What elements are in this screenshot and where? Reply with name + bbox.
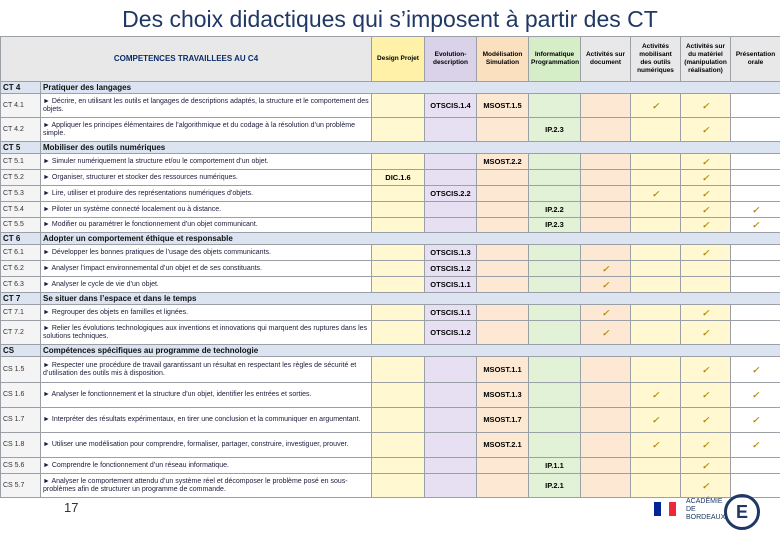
mark-cell	[731, 321, 780, 345]
header-col-materiel: Activités sur du matériel (manipulation réalisation)	[681, 37, 731, 82]
row-code: CS 1.8	[1, 433, 41, 458]
cell-modelisation	[477, 474, 529, 498]
row-code: CS 1.6	[1, 383, 41, 408]
mark-cell	[631, 408, 681, 433]
cell-evolution	[425, 118, 477, 142]
check-mark-icon: ✓	[651, 440, 660, 450]
cell-evolution	[425, 170, 477, 186]
mark-cell	[731, 408, 780, 433]
mark-cell	[731, 245, 780, 261]
cell-modelisation	[477, 321, 529, 345]
cell-informatique	[529, 277, 581, 293]
check-mark-icon: ✓	[601, 327, 610, 338]
mark-cell	[581, 218, 631, 233]
cell-modelisation	[477, 277, 529, 293]
mark-cell	[731, 170, 780, 186]
cell-informatique: IP.2.3	[529, 118, 581, 142]
table-row	[1, 202, 780, 218]
cell-design	[372, 94, 425, 118]
mark-cell	[681, 118, 731, 142]
check-mark-icon: ✓	[701, 188, 710, 199]
section-label: Pratiquer des langages	[41, 82, 780, 94]
mark-cell	[631, 305, 681, 321]
mark-cell	[681, 202, 731, 218]
competences-table	[0, 36, 780, 498]
mark-cell	[631, 383, 681, 408]
row-code: CT 5.2	[1, 170, 41, 186]
header-col-informatique: Informatique Programmation	[529, 37, 581, 82]
cell-evolution: OTSCIS.1.2	[425, 261, 477, 277]
check-mark-icon: ✓	[601, 263, 610, 274]
mark-cell	[631, 170, 681, 186]
check-mark-icon: ✓	[701, 390, 710, 400]
mark-cell	[681, 245, 731, 261]
table-row	[1, 433, 780, 458]
mark-cell	[581, 154, 631, 170]
cell-design: DIC.1.6	[372, 170, 425, 186]
row-description: ► Analyser l’impact environnemental d’un objet et de ses constituants.	[41, 261, 372, 277]
education-e-icon: E	[724, 494, 760, 530]
cell-design	[372, 202, 425, 218]
cell-evolution: OTSCIS.1.1	[425, 305, 477, 321]
check-mark-icon: ✓	[701, 172, 710, 183]
section-label: Mobiliser des outils numériques	[41, 142, 780, 154]
mark-cell	[581, 245, 631, 261]
mark-cell	[731, 118, 780, 142]
check-mark-icon: ✓	[601, 279, 610, 290]
row-code: CT 4.1	[1, 94, 41, 118]
check-mark-icon: ✓	[701, 480, 710, 491]
cell-design	[372, 186, 425, 202]
mark-cell	[581, 458, 631, 474]
cell-informatique: IP.1.1	[529, 458, 581, 474]
cell-informatique	[529, 305, 581, 321]
cell-evolution: OTSCIS.1.1	[425, 277, 477, 293]
cell-evolution: OTSCIS.1.4	[425, 94, 477, 118]
cell-evolution	[425, 357, 477, 383]
check-mark-icon: ✓	[651, 100, 660, 111]
check-mark-icon: ✓	[751, 390, 760, 400]
row-description: ► Appliquer les principes élémentaires de l’algorithmique et du codage à la résolution d’un problème simple.	[41, 118, 372, 142]
mark-cell	[681, 357, 731, 383]
cell-modelisation: MSOST.2.2	[477, 154, 529, 170]
mark-cell	[631, 245, 681, 261]
section-label: Compétences spécifiques au programme de technologie	[41, 345, 780, 357]
section-row	[1, 142, 780, 154]
section-label: Se situer dans l’espace et dans le temps	[41, 293, 780, 305]
mark-cell	[731, 261, 780, 277]
mark-cell	[681, 170, 731, 186]
slide-title: Des choix didactiques qui s’imposent à partir des CT	[122, 6, 658, 32]
mark-cell	[681, 277, 731, 293]
table-row	[1, 408, 780, 433]
table-row	[1, 186, 780, 202]
row-description: ► Lire, utiliser et produire des représentations numériques d’objets.	[41, 186, 372, 202]
table-row	[1, 458, 780, 474]
row-code: CS 5.7	[1, 474, 41, 498]
check-mark-icon: ✓	[751, 415, 760, 425]
mark-cell	[631, 218, 681, 233]
cell-evolution: OTSCIS.2.2	[425, 186, 477, 202]
mark-cell	[581, 277, 631, 293]
table-row	[1, 154, 780, 170]
academie-logo	[654, 494, 774, 534]
cell-modelisation: MSOST.1.7	[477, 408, 529, 433]
mark-cell	[731, 277, 780, 293]
cell-modelisation: MSOST.1.1	[477, 357, 529, 383]
mark-cell	[581, 94, 631, 118]
cell-informatique	[529, 433, 581, 458]
cell-informatique	[529, 383, 581, 408]
mark-cell	[631, 202, 681, 218]
mark-cell	[681, 408, 731, 433]
row-code: CT 6.3	[1, 277, 41, 293]
cell-design	[372, 305, 425, 321]
row-code: CT 5.3	[1, 186, 41, 202]
mark-cell	[731, 458, 780, 474]
mark-cell	[731, 186, 780, 202]
mark-cell	[681, 154, 731, 170]
check-mark-icon: ✓	[701, 247, 710, 258]
cell-informatique	[529, 154, 581, 170]
table-header	[1, 37, 780, 82]
cell-modelisation: MSOST.1.3	[477, 383, 529, 408]
mark-cell	[631, 321, 681, 345]
table-row	[1, 245, 780, 261]
cell-design	[372, 474, 425, 498]
row-description: ► Analyser le cycle de vie d’un objet.	[41, 277, 372, 293]
check-mark-icon: ✓	[701, 327, 710, 338]
cell-informatique	[529, 94, 581, 118]
check-mark-icon: ✓	[701, 204, 710, 215]
check-mark-icon: ✓	[651, 188, 660, 199]
mark-cell	[581, 408, 631, 433]
table-row	[1, 261, 780, 277]
row-description: ► Piloter un système connecté localement ou à distance.	[41, 202, 372, 218]
header-col-modelisation: Modélisation Simulation	[477, 37, 529, 82]
cell-evolution	[425, 154, 477, 170]
mark-cell	[581, 261, 631, 277]
cell-informatique	[529, 186, 581, 202]
cell-modelisation	[477, 170, 529, 186]
check-mark-icon: ✓	[701, 307, 710, 318]
section-code: CT 4	[1, 82, 41, 94]
cell-evolution	[425, 474, 477, 498]
mark-cell	[731, 94, 780, 118]
cell-design	[372, 154, 425, 170]
mark-cell	[581, 474, 631, 498]
row-code: CS 1.7	[1, 408, 41, 433]
cell-informatique	[529, 321, 581, 345]
table-row	[1, 170, 780, 186]
mark-cell	[681, 321, 731, 345]
check-mark-icon: ✓	[701, 124, 710, 135]
table-row	[1, 277, 780, 293]
cell-design	[372, 261, 425, 277]
cell-evolution	[425, 218, 477, 233]
row-code: CT 5.5	[1, 218, 41, 233]
cell-design	[372, 383, 425, 408]
mark-cell	[681, 218, 731, 233]
header-col-design: Design Projet	[372, 37, 425, 82]
header-col-oral: Présentation orale	[731, 37, 780, 82]
cell-informatique	[529, 408, 581, 433]
row-description: ► Respecter une procédure de travail garantissant un résultat en respectant les règles de sécurité et d’utilisation des outils mis à disposition.	[41, 357, 372, 383]
row-description: ► Simuler numériquement la structure et/ou le comportement d’un objet.	[41, 154, 372, 170]
row-code: CT 4.2	[1, 118, 41, 142]
table-row	[1, 118, 780, 142]
mark-cell	[631, 154, 681, 170]
mark-cell	[581, 383, 631, 408]
cell-evolution	[425, 408, 477, 433]
academie-label: ACADÉMIE DE BORDEAUX	[686, 498, 726, 521]
cell-modelisation	[477, 458, 529, 474]
check-mark-icon: ✓	[701, 100, 710, 111]
cell-design	[372, 218, 425, 233]
cell-informatique: IP.2.2	[529, 202, 581, 218]
section-code: CT 7	[1, 293, 41, 305]
mark-cell	[581, 170, 631, 186]
row-description: ► Organiser, structurer et stocker des ressources numériques.	[41, 170, 372, 186]
mark-cell	[581, 357, 631, 383]
row-code: CT 6.2	[1, 261, 41, 277]
mark-cell	[731, 305, 780, 321]
table-body	[1, 82, 780, 498]
section-code: CS	[1, 345, 41, 357]
header-competences: COMPETENCES TRAVAILLEES AU C4	[1, 37, 372, 82]
mark-cell	[631, 94, 681, 118]
check-mark-icon: ✓	[651, 390, 660, 400]
cell-modelisation	[477, 186, 529, 202]
row-code: CT 7.2	[1, 321, 41, 345]
french-flag-icon	[654, 502, 676, 516]
cell-design	[372, 408, 425, 433]
check-mark-icon: ✓	[751, 364, 760, 375]
cell-informatique	[529, 245, 581, 261]
row-description: ► Décrire, en utilisant les outils et langages de descriptions adaptés, la structure et le comportement des objets.	[41, 94, 372, 118]
page-number: 17	[64, 500, 79, 515]
mark-cell	[681, 305, 731, 321]
mark-cell	[681, 458, 731, 474]
cell-modelisation	[477, 305, 529, 321]
cell-modelisation	[477, 118, 529, 142]
check-mark-icon: ✓	[751, 204, 760, 215]
row-description: ► Regrouper des objets en familles et lignées.	[41, 305, 372, 321]
cell-design	[372, 118, 425, 142]
row-description: ► Utiliser une modélisation pour comprendre, formaliser, partager, construire, investiguer, prouver.	[41, 433, 372, 458]
mark-cell	[631, 186, 681, 202]
row-code: CT 5.1	[1, 154, 41, 170]
mark-cell	[731, 357, 780, 383]
header-col-document: Activités sur document	[581, 37, 631, 82]
cell-informatique	[529, 261, 581, 277]
mark-cell	[631, 458, 681, 474]
section-row	[1, 345, 780, 357]
cell-modelisation: MSOST.1.5	[477, 94, 529, 118]
mark-cell	[731, 433, 780, 458]
cell-evolution: OTSCIS.1.3	[425, 245, 477, 261]
mark-cell	[681, 383, 731, 408]
table-row	[1, 357, 780, 383]
cell-design	[372, 321, 425, 345]
row-code: CT 7.1	[1, 305, 41, 321]
mark-cell	[631, 433, 681, 458]
cell-informatique	[529, 170, 581, 186]
cell-design	[372, 357, 425, 383]
cell-evolution	[425, 433, 477, 458]
mark-cell	[731, 202, 780, 218]
cell-informatique	[529, 357, 581, 383]
check-mark-icon: ✓	[751, 440, 760, 450]
row-description: ► Comprendre le fonctionnement d’un réseau informatique.	[41, 458, 372, 474]
cell-modelisation: MSOST.2.1	[477, 433, 529, 458]
table-row	[1, 94, 780, 118]
mark-cell	[731, 154, 780, 170]
cell-evolution	[425, 458, 477, 474]
section-code: CT 5	[1, 142, 41, 154]
row-description: ► Analyser le comportement attendu d’un système réel et décomposer le problème posé en sous-problèmes afin de structurer un programme de commande.	[41, 474, 372, 498]
cell-evolution: OTSCIS.1.2	[425, 321, 477, 345]
mark-cell	[681, 186, 731, 202]
mark-cell	[631, 118, 681, 142]
cell-modelisation	[477, 245, 529, 261]
check-mark-icon: ✓	[651, 415, 660, 425]
cell-modelisation	[477, 202, 529, 218]
section-row	[1, 293, 780, 305]
header-col-evolution: Evolution-description	[425, 37, 477, 82]
table-row	[1, 218, 780, 233]
section-row	[1, 233, 780, 245]
mark-cell	[581, 433, 631, 458]
check-mark-icon: ✓	[701, 156, 710, 167]
cell-design	[372, 277, 425, 293]
section-label: Adopter un comportement éthique et responsable	[41, 233, 780, 245]
mark-cell	[731, 383, 780, 408]
mark-cell	[581, 118, 631, 142]
row-description: ► Développer les bonnes pratiques de l’usage des objets communicants.	[41, 245, 372, 261]
row-description: ► Modifier ou paramétrer le fonctionnement d’un objet communicant.	[41, 218, 372, 233]
cell-modelisation	[477, 218, 529, 233]
row-code: CT 6.1	[1, 245, 41, 261]
cell-informatique: IP.2.3	[529, 218, 581, 233]
mark-cell	[731, 218, 780, 233]
table-row	[1, 321, 780, 345]
mark-cell	[631, 277, 681, 293]
row-code: CS 5.6	[1, 458, 41, 474]
mark-cell	[631, 357, 681, 383]
section-row	[1, 82, 780, 94]
check-mark-icon: ✓	[601, 307, 610, 318]
mark-cell	[581, 305, 631, 321]
mark-cell	[631, 261, 681, 277]
row-code: CS 1.5	[1, 357, 41, 383]
check-mark-icon: ✓	[701, 460, 710, 471]
check-mark-icon: ✓	[701, 364, 710, 375]
cell-design	[372, 458, 425, 474]
row-description: ► Interpréter des résultats expérimentaux, en tirer une conclusion et la communiquer en argumentant.	[41, 408, 372, 433]
mark-cell	[681, 261, 731, 277]
row-code: CT 5.4	[1, 202, 41, 218]
cell-evolution	[425, 202, 477, 218]
table-row	[1, 383, 780, 408]
table-row	[1, 305, 780, 321]
check-mark-icon: ✓	[701, 415, 710, 425]
cell-design	[372, 433, 425, 458]
row-description: ► Relier les évolutions technologiques aux inventions et innovations qui marquent des ruptures dans les solutions techniques.	[41, 321, 372, 345]
section-code: CT 6	[1, 233, 41, 245]
check-mark-icon: ✓	[751, 220, 760, 230]
header-col-numerique: Activités mobilisant des outils numériques	[631, 37, 681, 82]
mark-cell	[681, 433, 731, 458]
row-description: ► Analyser le fonctionnement et la structure d’un objet, identifier les entrées et sorties.	[41, 383, 372, 408]
cell-informatique: IP.2.1	[529, 474, 581, 498]
cell-modelisation	[477, 261, 529, 277]
mark-cell	[581, 186, 631, 202]
cell-design	[372, 245, 425, 261]
check-mark-icon: ✓	[701, 440, 710, 450]
mark-cell	[581, 202, 631, 218]
cell-evolution	[425, 383, 477, 408]
check-mark-icon: ✓	[701, 220, 710, 230]
mark-cell	[581, 321, 631, 345]
mark-cell	[681, 94, 731, 118]
